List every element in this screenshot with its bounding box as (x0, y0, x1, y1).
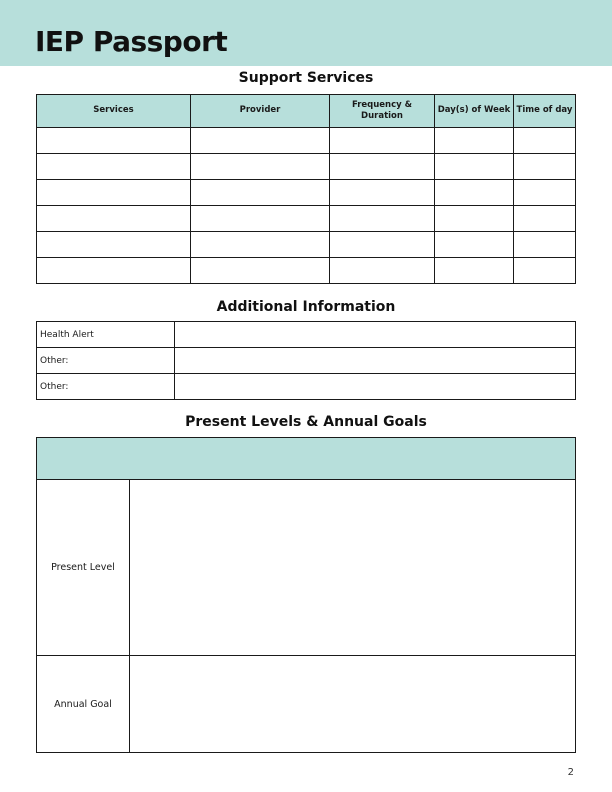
other-field-1[interactable] (175, 348, 576, 374)
other-label-2: Other: (37, 374, 175, 400)
frequency-duration-cell[interactable] (330, 232, 435, 258)
frequency-duration-cell[interactable] (330, 206, 435, 232)
table-row (37, 154, 576, 180)
column-header-time-of-day: Time of day (514, 95, 576, 128)
time-of-day-cell[interactable] (514, 154, 576, 180)
additional-information-table (36, 321, 576, 400)
provider-cell[interactable] (191, 180, 330, 206)
time-of-day-cell[interactable] (514, 180, 576, 206)
column-header-days-of-week: Day(s) of Week (435, 95, 514, 128)
provider-cell[interactable] (191, 206, 330, 232)
table-row (37, 128, 576, 154)
days-of-week-cell[interactable] (435, 258, 514, 284)
support-services-table (36, 94, 576, 284)
annual-goal-label: Annual Goal (37, 656, 130, 753)
frequency-duration-cell[interactable] (330, 180, 435, 206)
days-of-week-cell[interactable] (435, 154, 514, 180)
health-alert-field[interactable] (175, 322, 576, 348)
present-level-field[interactable] (130, 480, 576, 656)
frequency-duration-cell[interactable] (330, 128, 435, 154)
goals-header-field[interactable] (37, 438, 576, 480)
annual-goal-row (37, 656, 576, 753)
services-cell[interactable] (37, 258, 191, 284)
services-cell[interactable] (37, 154, 191, 180)
present-levels-table (36, 437, 576, 753)
table-row (37, 232, 576, 258)
services-cell[interactable] (37, 232, 191, 258)
info-row-other-1 (37, 348, 576, 374)
provider-cell[interactable] (191, 128, 330, 154)
provider-cell[interactable] (191, 232, 330, 258)
frequency-duration-cell[interactable] (330, 154, 435, 180)
frequency-duration-cell[interactable] (330, 258, 435, 284)
info-row-other-2 (37, 374, 576, 400)
column-header-services: Services (37, 95, 191, 128)
table-row (37, 180, 576, 206)
services-cell[interactable] (37, 128, 191, 154)
provider-cell[interactable] (191, 258, 330, 284)
time-of-day-cell[interactable] (514, 128, 576, 154)
column-header-frequency-duration (330, 95, 435, 128)
time-of-day-cell[interactable] (514, 232, 576, 258)
frequency-duration-label: Frequency & Duration (351, 99, 413, 121)
other-field-2[interactable] (175, 374, 576, 400)
table-row (37, 206, 576, 232)
days-of-week-cell[interactable] (435, 232, 514, 258)
table-row (37, 258, 576, 284)
health-alert-label: Health Alert (37, 322, 175, 348)
page-number: 2 (567, 767, 574, 778)
present-level-row (37, 480, 576, 656)
annual-goal-field[interactable] (130, 656, 576, 753)
goals-header-row (37, 438, 576, 480)
info-row-health-alert (37, 322, 576, 348)
time-of-day-cell[interactable] (514, 206, 576, 232)
other-label-1: Other: (37, 348, 175, 374)
additional-information-title: Additional Information (216, 299, 396, 315)
days-of-week-cell[interactable] (435, 180, 514, 206)
column-header-provider: Provider (191, 95, 330, 128)
days-of-week-cell[interactable] (435, 206, 514, 232)
time-of-day-cell[interactable] (514, 258, 576, 284)
days-of-week-cell[interactable] (435, 128, 514, 154)
services-cell[interactable] (37, 180, 191, 206)
page-title: IEP Passport (35, 25, 228, 58)
services-header-row (37, 95, 576, 128)
support-services-title: Support Services (238, 70, 374, 86)
provider-cell[interactable] (191, 154, 330, 180)
present-levels-title: Present Levels & Annual Goals (185, 414, 427, 430)
present-level-label: Present Level (37, 480, 130, 656)
services-cell[interactable] (37, 206, 191, 232)
